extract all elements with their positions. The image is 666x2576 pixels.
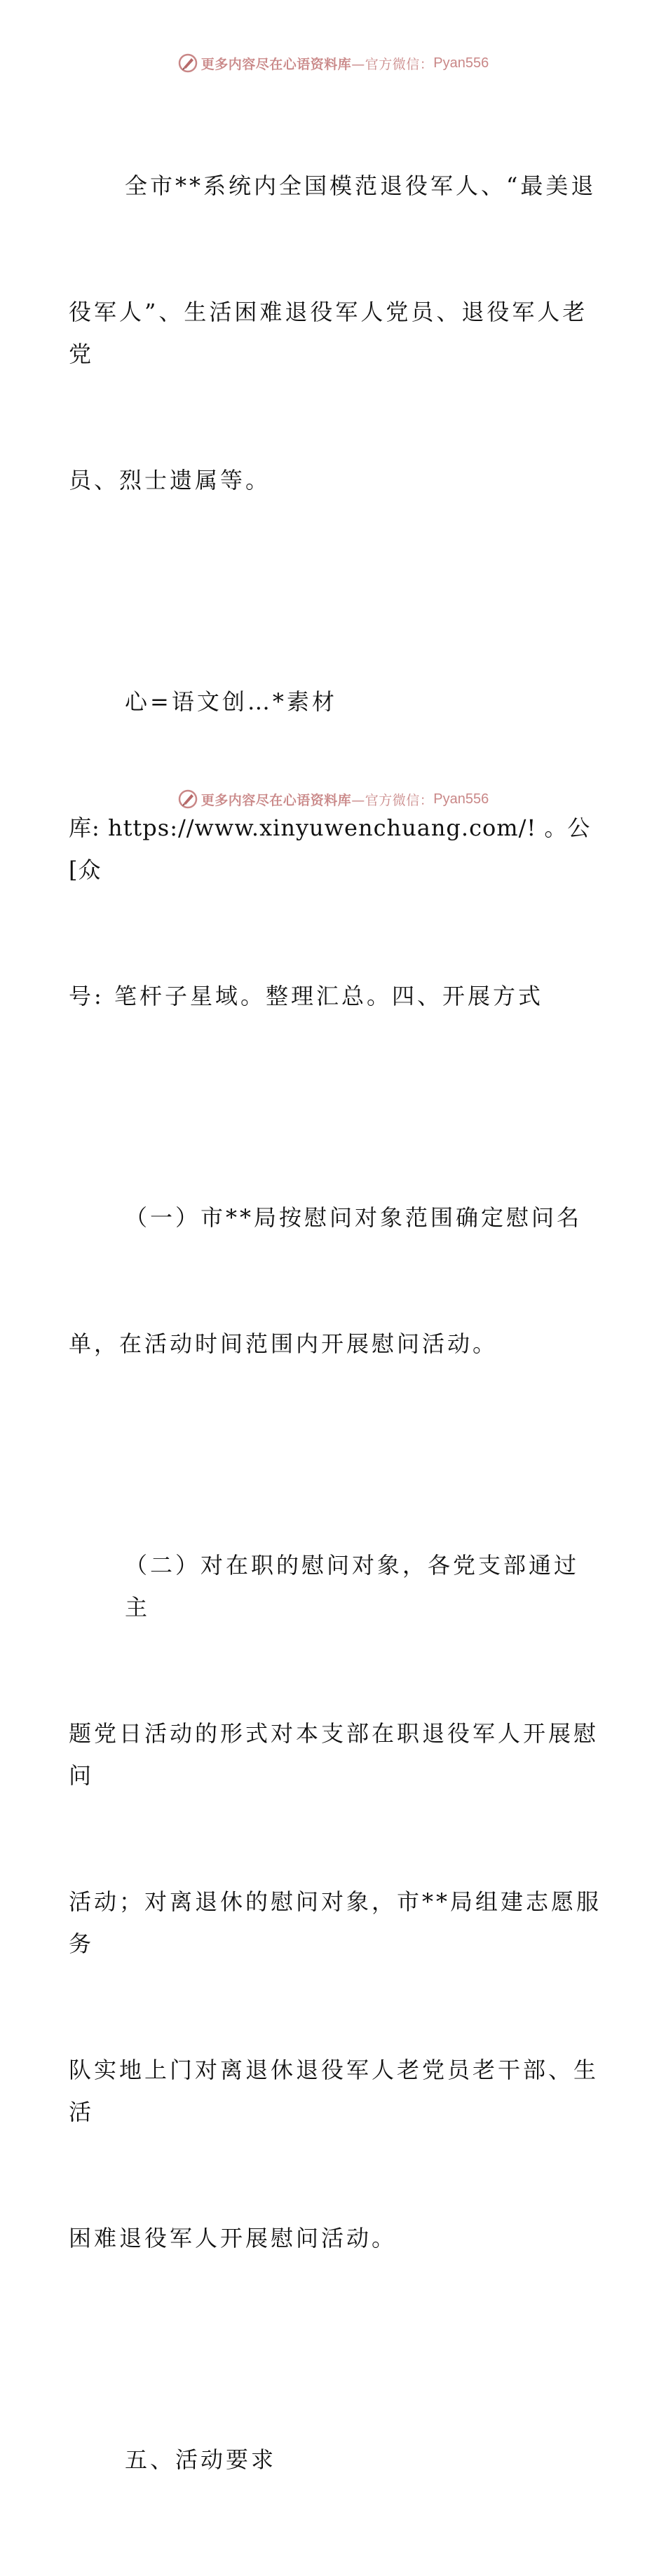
- banner-wechat-id: Pyan556: [433, 55, 489, 71]
- text-line: （二）对在职的慰问对象，各党支部通过主: [125, 1552, 580, 1621]
- banner-sub-text: —官方微信：: [351, 792, 434, 808]
- section-heading-requirements: [69, 2354, 602, 2565]
- quill-pen-logo-icon: [177, 53, 198, 74]
- header-watermark-banner: [0, 49, 666, 77]
- text-line: 心=语文创…*素材: [125, 688, 337, 715]
- text-line: 单，在活动时间范围内开展慰问活动。: [69, 1330, 498, 1357]
- text-line: 号: 笔杆子星域。整理汇总。四、开展方式: [69, 983, 543, 1009]
- text-line: 员、烈士遗属等。: [69, 467, 271, 493]
- text-line: 活动；对离退休的慰问对象，市**局组建志愿服务: [69, 1888, 602, 1957]
- text-line: 队实地上门对离退休退役军人老党员老干部、生活: [69, 2057, 599, 2125]
- text-line: 五、活动要求: [125, 2446, 277, 2473]
- footer-watermark-banner: [0, 785, 666, 813]
- banner-sub-text: —官方微信：: [351, 56, 434, 72]
- paragraph-target-groups: [69, 81, 602, 585]
- text-line: 全市**系统内全国模范退役军人、“最美退: [125, 172, 597, 199]
- banner-wechat-id: Pyan556: [433, 791, 489, 807]
- text-line: 题党日活动的形式对本支部在职退役军人开展慰问: [69, 1720, 599, 1789]
- text-line: 困难退役军人开展慰问活动。: [69, 2225, 397, 2251]
- document-body: [69, 81, 602, 2576]
- text-line-url: 库: https://www.xinyuwenchuang.com/! 。公[众: [69, 815, 591, 883]
- paragraph-source-note: [69, 597, 602, 1101]
- text-line: 役军人”、生活困难退役军人党员、退役军人老党: [69, 299, 588, 367]
- quill-pen-logo-icon: [177, 789, 198, 810]
- banner-main-text: 更多内容尽在心语资料库: [201, 56, 352, 72]
- paragraph-method-1: [69, 1112, 602, 1449]
- banner-main-text: 更多内容尽在心语资料库: [201, 792, 352, 808]
- text-line: （一）市**局按慰问对象范围确定慰问名: [125, 1204, 583, 1231]
- paragraph-method-2: [69, 1460, 602, 2343]
